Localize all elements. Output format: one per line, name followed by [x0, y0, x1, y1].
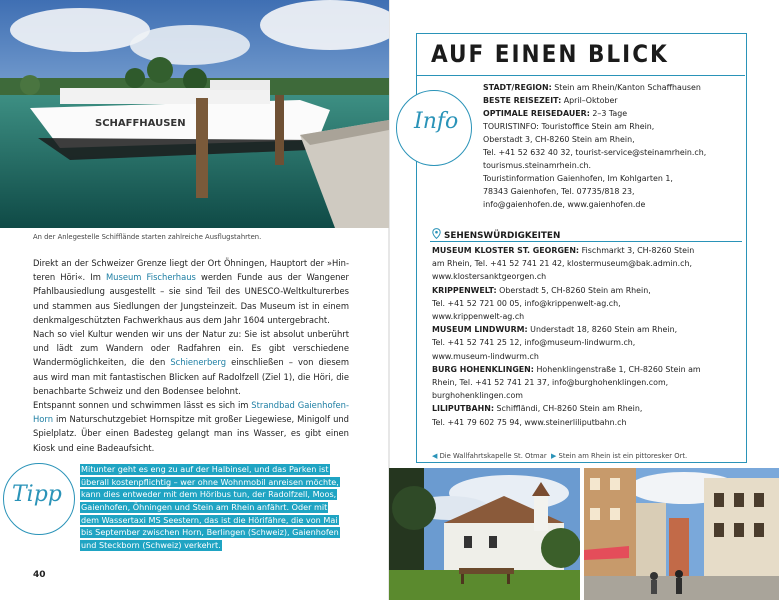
- triangle-right-icon: ▶: [550, 452, 557, 460]
- info-line: Oberstadt 3, CH-8260 Stein am Rhein,: [483, 135, 635, 144]
- tipp-label: Tipp: [12, 482, 62, 507]
- sights-line: BURG HOHENKLINGEN: Hohenklingenstraße 1, CH-8260 Stein am: [432, 364, 701, 374]
- title-divider: [416, 75, 745, 76]
- sights-line: MUSEUM LINDWURM: Understadt 18, 8260 Stein am Rhein,: [432, 325, 678, 335]
- sights-line: Rhein, Tel. +41 52 741 21 37, info@burghohenklingen.com,: [432, 378, 669, 388]
- page-title: AUF EINEN BLICK: [431, 40, 669, 68]
- sights-line: Tel. +41 79 602 75 94, www.steinerliliputbahn.ch: [432, 417, 627, 427]
- info-line: tourismus.steinamrhein.ch.: [483, 161, 592, 170]
- museum-fischerhaus-link: Museum Fischerhaus: [105, 272, 196, 283]
- paragraph-3: Entspannt sonnen und schwimmen lässt es sich im Strandbad Gaienhofen-Horn im Naturschutzgebiet Hornspitze mit großer Liegewiese, Minigolf und Spielplatz. Über einen Badesteg gelangt man ins Wasser, es gibt einen Kiosk und eine Badeaufsicht.: [33, 400, 349, 453]
- tipp-line: und Steckborn (Schweiz) verkehrt.: [81, 540, 221, 551]
- map-pin-icon: [432, 228, 441, 239]
- tipp-box: [80, 464, 348, 553]
- info-line: Touristinformation Gaienhofen, Im Kohlgarten 1,: [483, 174, 673, 183]
- sights-line: www.museum-lindwurm.ch: [432, 351, 539, 361]
- info-label: Info: [414, 109, 459, 134]
- info-line: OPTIMALE REISEDAUER: 2–3 Tage: [483, 109, 628, 118]
- info-line: TOURISTINFO: Touristoffice Stein am Rhein,: [483, 122, 655, 131]
- sights-line: www.krippenwelt-ag.ch: [432, 312, 525, 322]
- info-line: BESTE REISEZEIT: April–Oktober: [483, 96, 618, 105]
- tipp-line: kann dies entweder mit dem Höribus tun, der Radolfzell, Moos,: [81, 489, 337, 500]
- sights-line: Tel. +41 52 741 25 12, info@museum-lindwurm.ch,: [432, 338, 636, 348]
- article-body: [33, 256, 349, 455]
- info-line: Tel. +41 52 632 40 32, tourist-service@steinamrhein.ch,: [483, 148, 707, 157]
- info-list: [483, 81, 743, 211]
- info-line: 78343 Gaienhofen, Tel. 07735/818 23,: [483, 187, 635, 196]
- sights-line: am Rhein, Tel. +41 52 741 21 42, klostermuseum@bak.admin.ch,: [432, 259, 692, 269]
- sights-line: KRIPPENWELT: Oberstadt 5, CH-8260 Stein am Rhein,: [432, 285, 651, 295]
- boat-photo: [0, 0, 389, 228]
- sights-list: [432, 244, 742, 429]
- boat-name-text: SCHAFFHAUSEN: [95, 118, 186, 129]
- tipp-line: Mitunter geht es eng zu auf der Halbinsel, und das Parken ist: [81, 464, 329, 474]
- boat-photo-caption: An der Anlegestelle Schiffländе starten zahlreiche Ausflugstahrten.: [33, 233, 262, 241]
- paragraph-1: Direkt an der Schweizer Grenze liegt der Ort Öhningen, Hauptort der »Hin-teren Höri«. Im Museum Fischerhaus werden Funde aus der Wangener Pfahlbausiedlung ausgestellt – sie sind Teil des UNESCO-Weltkulturerbes und stammen aus Siedlungen der Jungsteinzeit. Das Museum ist in einem denkmalgeschützten Fachwerkhaus aus dem Jahr 1604 untergebracht.: [33, 258, 349, 325]
- triangle-left-icon: ◀: [432, 452, 438, 460]
- sights-line: Tel. +41 52 721 00 05, info@krippenwelt-ag.ch,: [432, 298, 621, 308]
- town-photo: [584, 468, 779, 600]
- chapel-caption: Die Wallfahrtskapelle St. Otmar: [439, 452, 547, 460]
- sights-heading: SEHENSWÜRDIGKEITEN: [432, 228, 560, 241]
- chapel-photo: [389, 468, 580, 600]
- sights-line: LILIPUTBAHN: Schiffländi, CH-8260 Stein am Rhein,: [432, 404, 643, 414]
- paragraph-2: Nach so viel Kultur wenden wir uns der Natur zu: Sie ist absolut unberührt und lädt zum Wandern oder Radfahren ein. Es gibt verschiedene Wandermöglichkeiten, die den Schienerberg einschließen – von diesem aus wird man mit fantastischen Blicken auf Radolfzell (Ziel 1), die Höri, die benachbarte Schweiz und den Bodensee belohnt.: [33, 329, 349, 396]
- photo-captions: [432, 452, 687, 460]
- sights-line: burghohenklingen.com: [432, 391, 523, 401]
- town-caption: Stein am Rhein ist ein pittoresker Ort.: [558, 452, 688, 460]
- tipp-line: Gaienhofen, Öhningen und Stein am Rhein anfährt. Oder mit: [81, 502, 328, 513]
- tipp-line: dem Wassertaxi MS Seestern, das ist die Hörifähre, die von Mai: [81, 514, 338, 525]
- info-line: STADT/REGION: Stein am Rhein/Kanton Schaffhausen: [483, 83, 701, 92]
- page-number: 40: [33, 570, 46, 580]
- tipp-line: überall kostenpflichtig – wer ohne Wohnmobil anreisen möchte,: [81, 476, 339, 487]
- sights-line: www.klostersanktgeorgen.ch: [432, 272, 547, 282]
- sights-line: MUSEUM KLOSTER ST. GEORGEN: Fischmarkt 3, CH-8260 Stein: [432, 246, 695, 255]
- strandbad-link: Strandbad Gaienhofen-Horn: [33, 400, 349, 425]
- schienerberg-link: Schienerberg: [170, 357, 227, 368]
- sights-divider: [430, 241, 742, 242]
- info-line: info@gaienhofen.de, www.gaienhofen.de: [483, 200, 646, 209]
- tipp-line: bis September zwischen Horn, Berlingen (Schweiz), Gaienhofen: [81, 527, 339, 538]
